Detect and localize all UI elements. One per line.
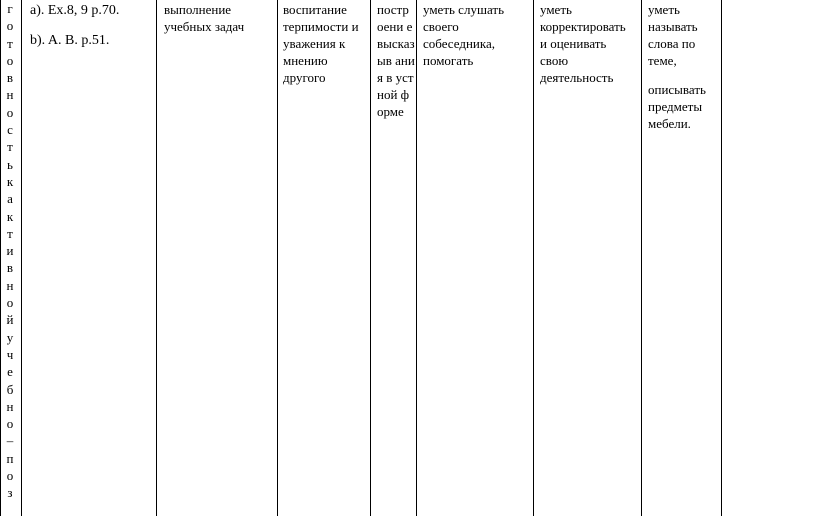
vertical-letter: в [6,260,14,276]
vertical-letter: о [6,104,14,120]
table-border-right [721,0,722,516]
personal-cell [283,1,369,86]
vertical-letter: г [7,1,13,16]
vertical-letter: о [6,18,14,34]
vertical-letter: с [7,122,13,138]
column-divider [533,0,534,516]
subject-text: уметь называть слова по теме, [648,2,698,68]
communicative-cell [423,1,531,69]
column-divider [21,0,22,516]
vertical-letter: к [6,208,14,224]
activity-cell [164,1,272,35]
vertical-letter: у [6,329,14,345]
table-border-left [0,0,1,516]
vertical-letter: т [7,225,13,241]
speech-cell [377,1,414,120]
subject-text: описывать предметы мебели. [648,82,706,131]
activity-text: выполнение учебных задач [164,2,245,34]
column-divider [416,0,417,516]
vertical-letter: п [6,450,14,466]
vertical-letter: т [7,35,13,51]
vertical-letter: ч [6,346,14,362]
vertical-letter: о [6,468,14,484]
column-divider [370,0,371,516]
vertical-letter: а [7,191,13,207]
vertical-letter: н [6,87,14,103]
vertical-letter: в [6,70,14,86]
vertical-text-column [4,0,16,502]
vertical-letter: ь [7,156,13,172]
vertical-letter: й [6,312,14,328]
column-divider [156,0,157,516]
communicative-text: уметь слушать своего собеседника, помогать [423,2,504,68]
vertical-letter: к [6,173,14,189]
vertical-letter: о [6,416,14,432]
vertical-letter: о [6,52,14,68]
regulative-cell [540,1,640,86]
subject-cell [648,1,720,132]
task-line: а). Ex.8, 9 p.70. [30,3,120,18]
vertical-letter: и [6,243,14,259]
column-divider [641,0,642,516]
vertical-letter: з [7,485,13,501]
vertical-letter: б [6,381,14,397]
vertical-letter: о [6,295,14,311]
vertical-letter: е [7,364,13,380]
tasks-cell [30,2,154,50]
vertical-letter: – [6,433,14,449]
regulative-text: уметь корректировать и оценивать свою деятельность [540,2,626,85]
speech-text: построени е высказыв ания в устной форме [377,2,415,119]
vertical-letter: н [6,277,14,293]
vertical-letter: н [6,398,14,414]
personal-text: воспитание терпимости и уважения к мнению другого [283,2,359,85]
column-divider [277,0,278,516]
task-line: b). A. B. p.51. [30,33,110,48]
vertical-letter: т [7,139,13,155]
